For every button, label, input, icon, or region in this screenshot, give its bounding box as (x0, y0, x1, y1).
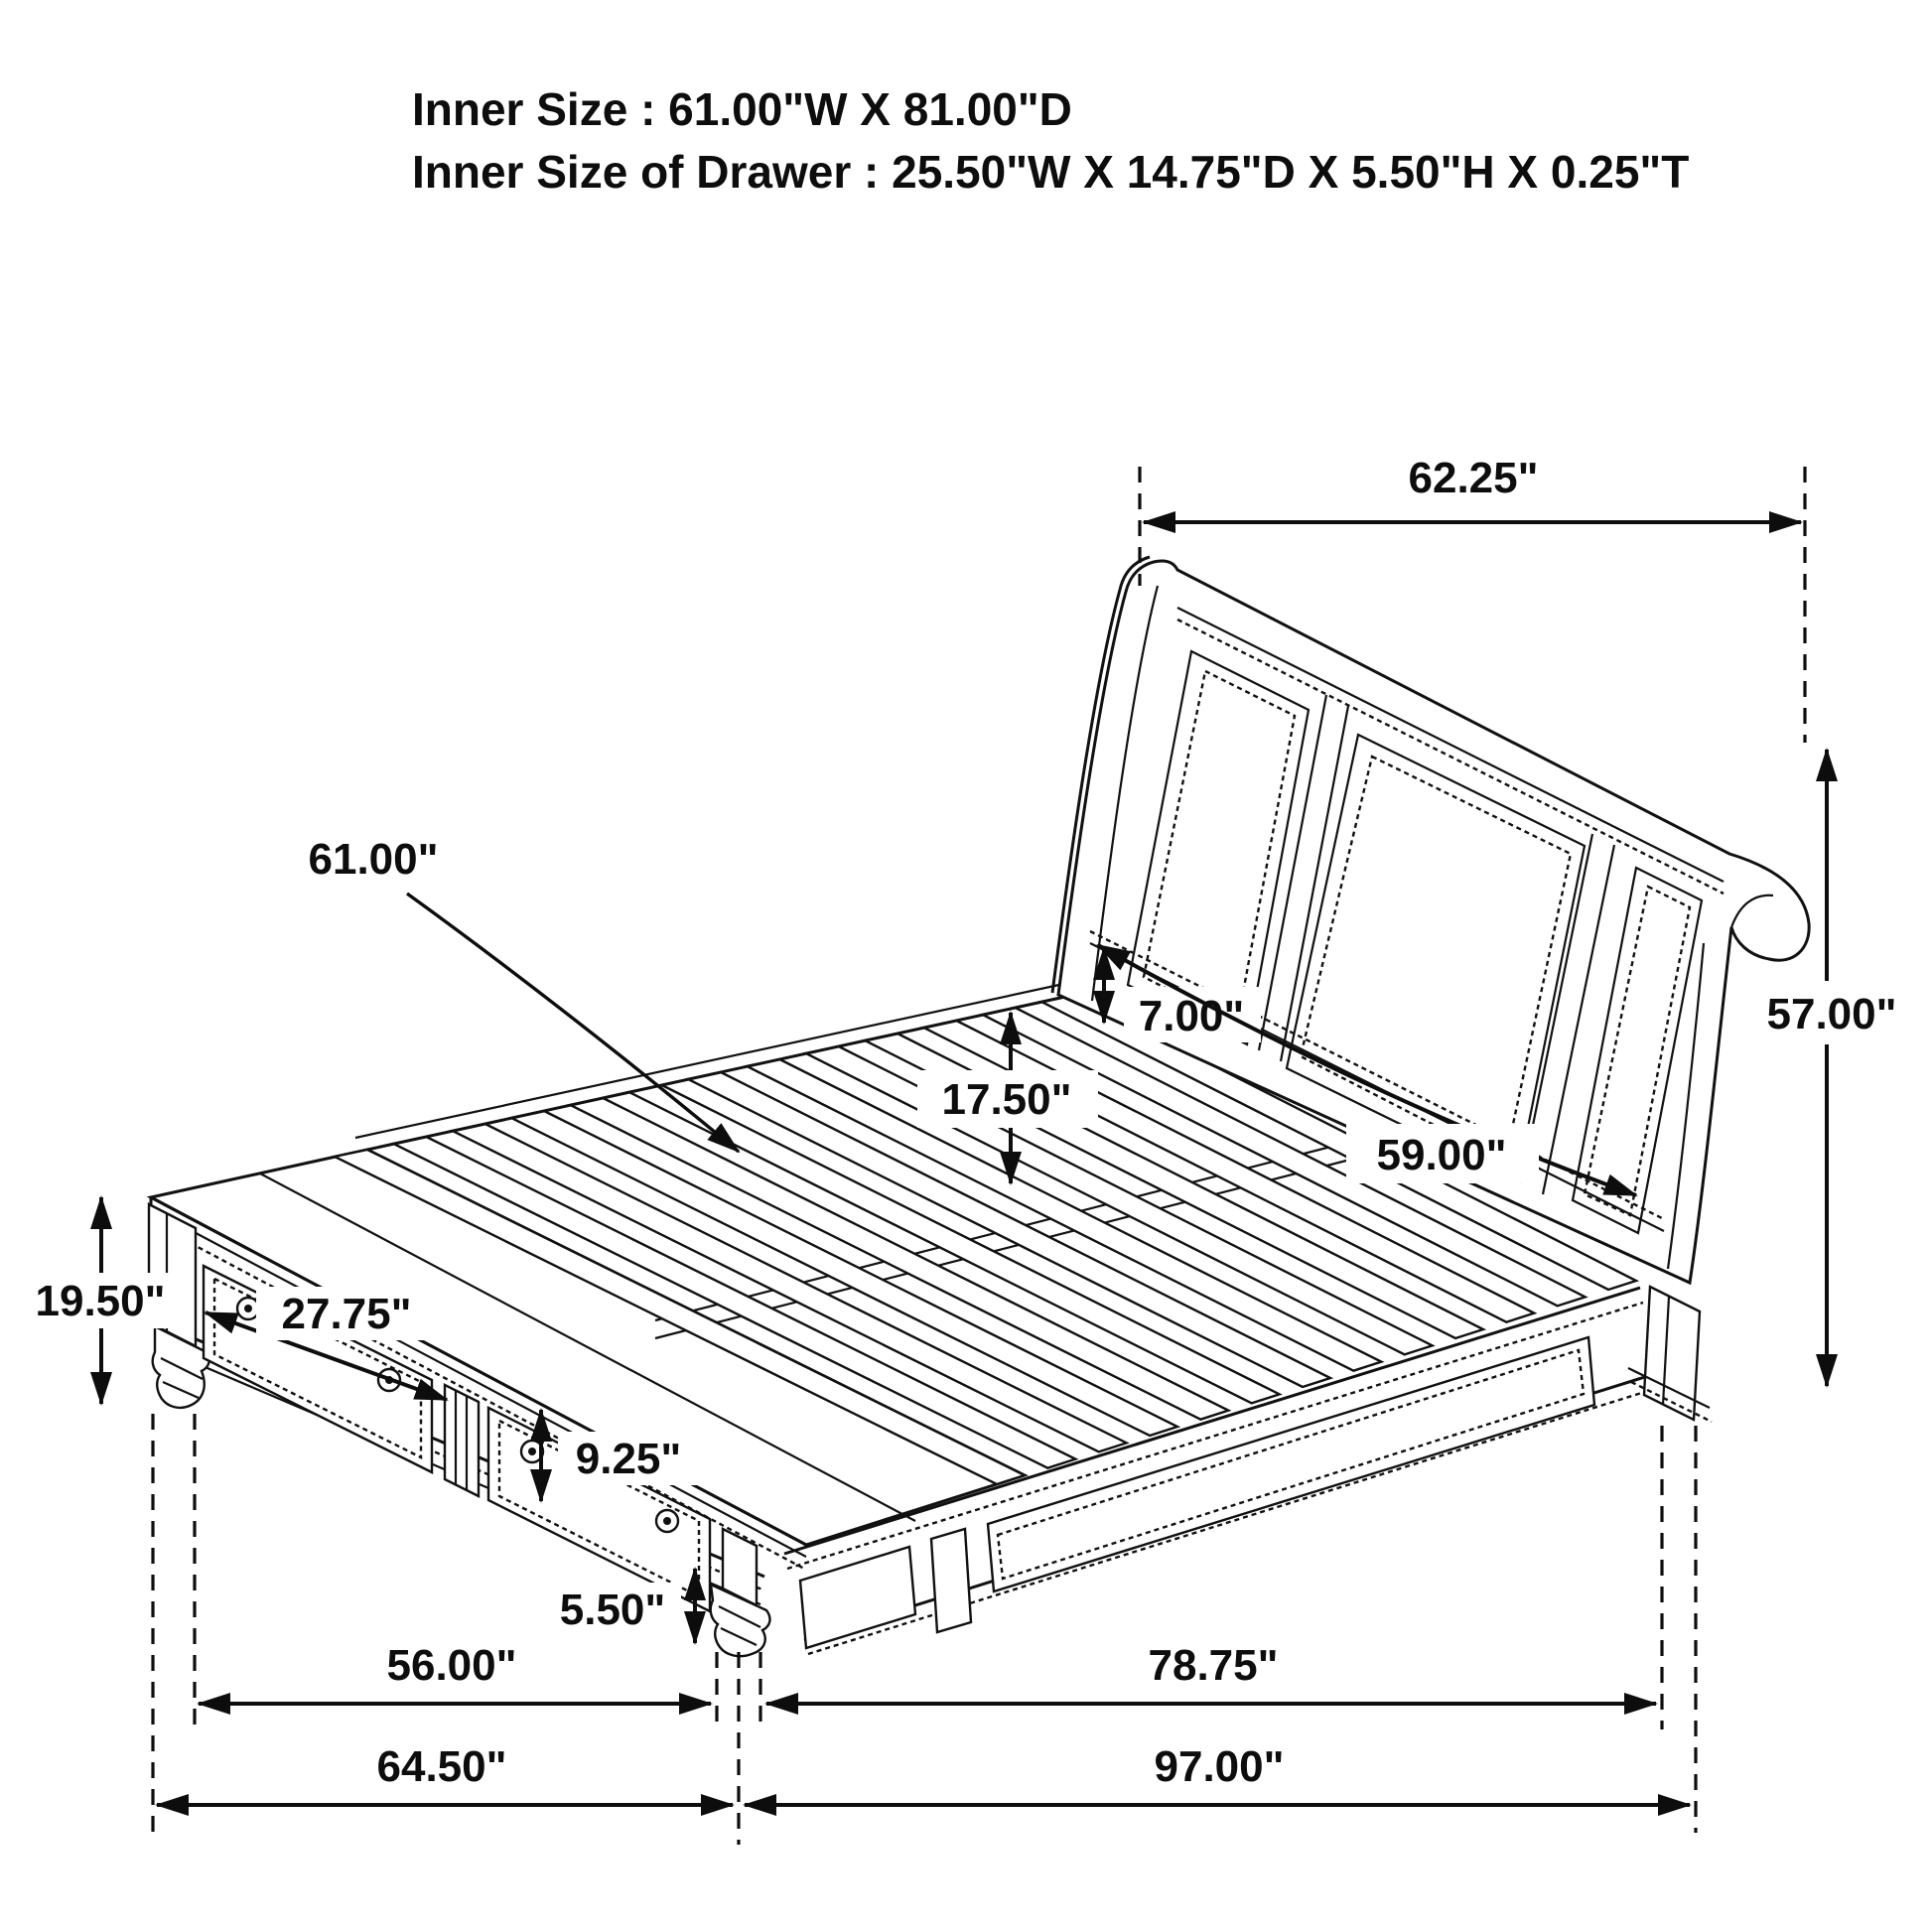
dim-footboard-span (199, 1641, 711, 1704)
drawer-divider (445, 1385, 479, 1496)
dim-label-footboard-span: 56.00" (386, 1641, 517, 1690)
dim-overall-length (745, 1742, 1690, 1805)
dim-label-foot-height: 5.50" (559, 1586, 666, 1634)
footboard-front-leg (711, 1529, 770, 1656)
dim-headboard-height (1739, 750, 1924, 1386)
dim-label-footboard-height: 19.50" (35, 1277, 166, 1325)
dim-label-overall-width: 64.50" (376, 1742, 507, 1791)
dim-label-platform-height: 17.50" (941, 1075, 1072, 1124)
title-inner-size: Inner Size : 61.00"W X 81.00"D (412, 83, 1072, 135)
dim-overall-width (157, 1742, 733, 1805)
dim-label-headboard-height: 57.00" (1766, 990, 1897, 1038)
dim-label-headboard-clearance: 7.00" (1138, 992, 1245, 1040)
dim-label-slat-length: 61.00" (308, 835, 439, 884)
side-rail-stile (931, 1529, 971, 1632)
side-panel-small (800, 1547, 915, 1648)
dim-label-headboard-width: 62.25" (1408, 454, 1539, 502)
dim-label-drawer-width: 27.75" (281, 1290, 412, 1338)
title-inner-size-drawer: Inner Size of Drawer : 25.50"W X 14.75"D X 5.50"H X 0.25"T (412, 146, 1690, 198)
dim-label-drawer-front-height: 9.25" (575, 1435, 682, 1483)
dim-label-side-rail-span: 78.75" (1148, 1641, 1279, 1690)
dim-side-rail-span (766, 1641, 1656, 1704)
dim-label-overall-length: 97.00" (1154, 1742, 1285, 1791)
headboard-right-leg (1628, 1287, 1712, 1422)
dim-label-headboard-base: 59.00" (1376, 1131, 1507, 1179)
